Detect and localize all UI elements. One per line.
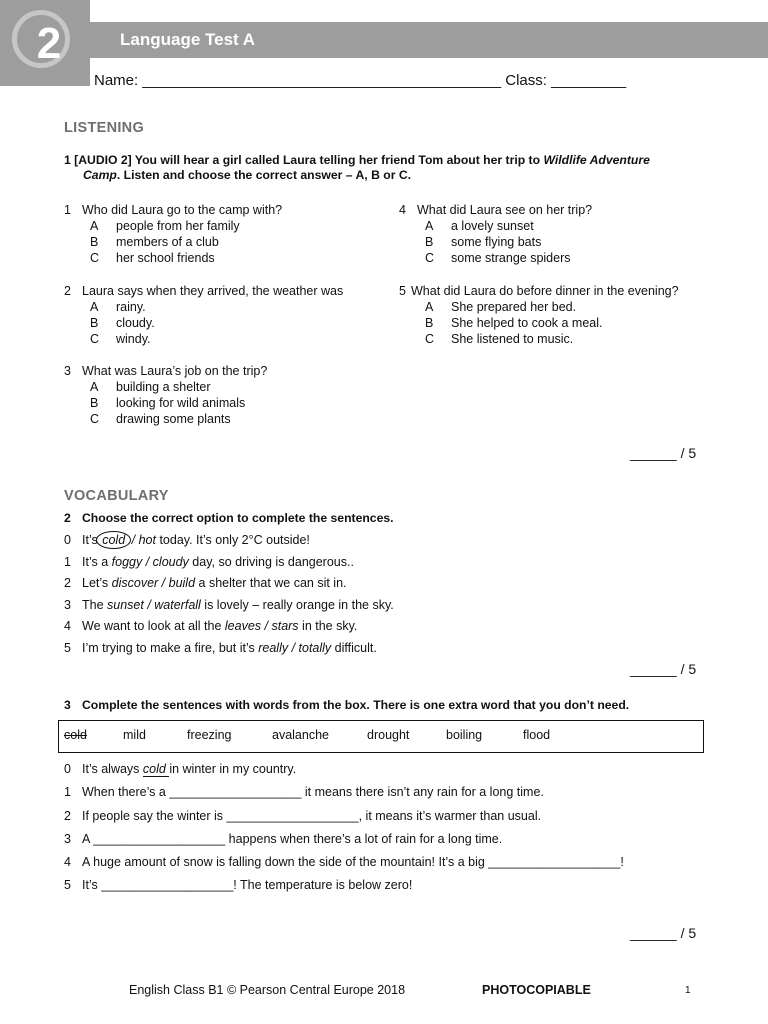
item-text: If people say the winter is ___________________, it means it’s warmer than usual. [82,808,542,823]
option-text: her school friends [116,251,215,265]
option-1[interactable]: discover [111,576,159,590]
option-text: rainy. [116,300,146,314]
listening-question-5 [399,283,719,347]
option-separator: / [288,640,299,655]
instruction-title: Wildlife Adventure [543,153,650,167]
question-number: 1 [64,203,71,217]
option-letter: B [425,316,434,330]
option-letter: C [425,332,435,346]
item-number: 0 [64,533,71,547]
option-b[interactable] [64,395,384,411]
unit-number: 2 [36,19,62,68]
option-text: building a shelter [116,380,211,394]
option-1[interactable]: really [258,640,289,655]
vocabulary-heading: VOCABULARY [64,488,169,504]
item-number: 5 [64,640,71,655]
example-answer: cold [142,762,170,776]
option-letter: B [90,396,99,410]
question-number: 4 [399,203,406,217]
footer-copyright: English Class B1 © Pearson Central Europe 2018 [129,983,406,997]
option-letter: A [425,300,434,314]
item-text: today. It’s only 2°C outside! [155,533,310,547]
option-text: drawing some plants [116,412,231,426]
option-text: She listened to music. [451,332,574,346]
listening-heading: LISTENING [64,120,145,136]
option-letter: B [90,316,99,330]
unit-badge [0,0,90,86]
option-text: windy. [116,332,151,346]
option-letter: C [90,251,100,265]
item-number: 2 [64,576,71,590]
option-text: cloudy. [116,316,155,330]
option-letter: B [425,235,434,249]
exercise-2-item-5 [64,640,704,662]
option-letter: C [90,332,100,346]
option-a[interactable] [399,218,719,234]
option-1-circled[interactable]: cold [96,531,131,549]
instruction-text: Complete the sentences with words from the box. There is one extra word that you don’t need. [82,698,630,712]
option-text: a lovely sunset [451,219,534,233]
option-2[interactable]: hot [138,533,156,547]
item-text: in winter in my country. [169,762,297,776]
question-number: 2 [64,284,71,298]
item-text: A ___________________ happens when there’s a lot of rain for a long time. [82,831,503,846]
exercise-3-item-1[interactable] [64,784,704,807]
option-letter: A [90,219,99,233]
exercise-2-item-4 [64,618,704,640]
item-number: 4 [64,855,71,870]
name-class-row [94,71,626,91]
listening-question-1 [64,202,384,266]
item-text: When there’s a ___________________ it means there isn’t any rain for a long time. [82,785,544,800]
option-text: looking for wild animals [116,396,246,410]
listening-score[interactable]: ______ / 5 [630,445,697,461]
exercise-3-item-0 [64,761,704,784]
option-2[interactable]: cloudy [152,554,189,569]
option-separator: / [158,576,169,590]
exercise-2-items [64,532,704,661]
option-a[interactable] [64,218,384,234]
option-c[interactable] [64,331,384,347]
option-c[interactable] [399,331,719,347]
option-c[interactable] [64,411,384,427]
item-text: It’s [82,533,102,547]
option-2[interactable]: totally [298,640,332,655]
word-freezing: freezing [187,728,232,742]
option-b[interactable] [64,234,384,250]
option-separator: / [142,554,153,569]
option-letter: C [425,251,435,265]
item-text: It’s ___________________! The temperature is below zero! [82,878,413,893]
option-b[interactable] [399,315,719,331]
exercise-number: 2 [64,511,71,525]
word-cold-crossed: cold [64,728,87,742]
word-mild: mild [123,728,146,742]
page-number: 1 [685,985,691,996]
option-b[interactable] [64,315,384,331]
item-text: The [82,597,108,612]
item-number: 2 [64,808,71,823]
option-a[interactable] [64,299,384,315]
item-text: I’m trying to make a fire, but it’s [82,640,259,655]
option-c[interactable] [64,250,384,266]
exercise-3-item-3[interactable] [64,831,704,854]
exercise-2-item-2 [64,575,704,597]
item-number: 1 [64,554,71,569]
exercise-2-item-0 [64,532,704,554]
question-number: 3 [64,364,71,378]
instruction-text: Choose the correct option to complete the sentences. [82,511,394,525]
exercise-2-instruction [64,511,394,526]
option-a[interactable] [399,299,719,315]
listening-instruction [64,153,704,183]
item-number: 1 [64,785,71,800]
word-boiling: boiling [446,728,483,742]
item-text: Let’s [82,576,112,590]
exercise-3-item-2[interactable] [64,808,704,831]
item-text: It’s a [82,554,112,569]
option-a[interactable] [64,379,384,395]
word-flood: flood [523,728,551,742]
item-number: 0 [64,762,71,776]
listening-question-2 [64,283,384,347]
option-c[interactable] [399,250,719,266]
item-text: in the sky. [298,619,358,633]
question-number: 5 [399,284,406,298]
item-number: 3 [64,597,71,612]
footer-photocopiable: PHOTOCOPIABLE [482,983,591,997]
option-2[interactable]: build [168,576,196,590]
option-1[interactable]: foggy [111,554,143,569]
item-number: 3 [64,831,71,846]
item-text: a shelter that we can sit in. [195,576,347,590]
item-text: day, so driving is dangerous.. [188,554,354,569]
name-line: ___________________________________________ [142,72,502,89]
word-drought: drought [367,728,410,742]
instruction-text: 1 [AUDIO 2] You will hear a girl called Laura telling her friend Tom about her trip to [64,153,544,167]
option-letter: A [425,219,434,233]
option-letter: A [90,300,99,314]
exercise-3-instruction [64,698,629,713]
question-text: Laura says when they arrived, the weather was [82,284,344,298]
option-text: members of a club [116,235,219,249]
class-label: Class: [505,72,547,89]
question-text: What did Laura do before dinner in the evening? [411,284,679,298]
listening-question-4 [399,202,719,266]
option-letter: A [90,380,99,394]
word-avalanche: avalanche [272,728,329,742]
exercise-2-item-3 [64,597,704,619]
page-title: Language Test A [120,30,256,49]
exercise-3-score[interactable]: ______ / 5 [630,925,697,941]
option-2[interactable]: stars [271,619,299,633]
option-1[interactable]: sunset [107,597,144,612]
option-1[interactable]: leaves [224,619,262,633]
option-b[interactable] [399,234,719,250]
item-text: We want to look at all the [82,619,225,633]
question-text: What was Laura’s job on the trip? [82,364,268,378]
item-text: It’s always [82,762,143,776]
listening-question-3 [64,363,384,427]
option-text: some flying bats [451,235,542,249]
class-line: _________ [551,72,627,89]
option-text: some strange spiders [451,251,571,265]
option-separator: / [261,619,272,633]
exercise-3-item-4[interactable] [64,854,704,877]
option-text: She helped to cook a meal. [451,316,603,330]
option-2[interactable]: waterfall [154,597,201,612]
item-number: 5 [64,878,71,893]
word-box [58,720,704,753]
option-letter: C [90,412,100,426]
option-letter: B [90,235,99,249]
instruction-suffix: . Listen and choose the correct answer – A, B or C. [116,168,412,182]
option-separator: / [143,597,155,612]
question-text: What did Laura see on her trip? [417,203,593,217]
item-text: A huge amount of snow is falling down the side of the mountain! It’s a big ___________________! [82,855,624,870]
option-text: people from her family [116,219,240,233]
item-text: is lovely – really orange in the sky. [200,597,394,612]
item-number: 4 [64,619,71,633]
exercise-2-item-1 [64,554,704,576]
option-separator: / [128,533,139,547]
exercise-number: 3 [64,698,71,712]
question-text: Who did Laura go to the camp with? [82,203,283,217]
exercise-3-item-5[interactable] [64,877,704,900]
item-text: difficult. [331,640,377,655]
option-text: She prepared her bed. [451,300,577,314]
exercise-3-items [64,761,704,901]
instruction-title-cont: Camp [83,168,117,182]
name-label: Name: [94,72,139,89]
exercise-2-score[interactable]: ______ / 5 [630,661,697,677]
